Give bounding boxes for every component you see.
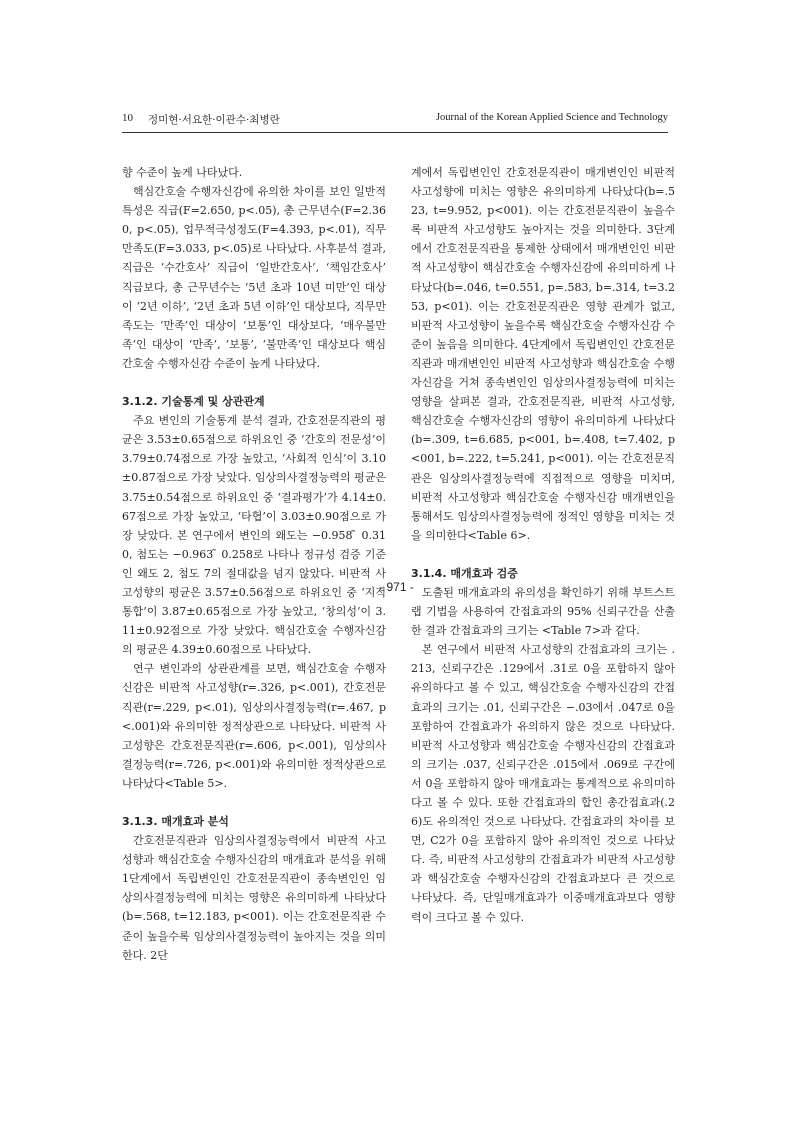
paragraph: 본 연구에서 비판적 사고성향의 간접효과의 크기는 .213, 신뢰구간은 .129에서 .31로 0을 포함하지 않아 유의하다고 볼 수 있고, 핵심간호술 수행자신감의 간접효과의 크기는 .01, 신뢰구간은 −.03에서 .047로 0을 포함하여 간접효과가 유의하지 않은 것으로 나타났다. 비판적 사고성향과 핵심간호술 수행자신감의 간접효과의 크기는 .037, 신뢰구간은 .015에서 .069로 구간에서 0을 포함하지 않아 매개효과는 통계적으로 유의미하다고 볼 수 있다. 또한 간접효과의 합인 총간접효과(.26)도 유의적인 것으로 나타났다. 간접효과의 차이를 보면, C2가 0을 포함하지 않아 유의적인 것으로 나타났다. 즉, 비판적 사고성향의 간접효과가 비판적 사고성향과 핵심간호술 수행자신감의 간접효과보다 큰 것으로 나타났다. 즉, 단일매개효과가 이중매개효과보다 영향력이 크다고 볼 수 있다. xyxy=(411,643,675,924)
section-gap xyxy=(122,793,386,812)
header-page-number: 10 xyxy=(122,112,133,124)
left-column xyxy=(122,163,386,965)
paragraph: 간호전문직관과 임상의사결정능력에서 비판적 사고성향과 핵심간호술 수행자신감의 매개효과 분석을 위해 1단계에서 독립변인인 간호전문직관이 종속변인인 임상의사결정능력에 미치는 영향은 유의미하게 나타났다(b=.568, t=12.183, p<001). 이는 간호전문직관 수준이 높을수록 임상의사결정능력이 높아지는 것을 의미한다. 2단 xyxy=(122,834,386,962)
paragraph: 연구 변인과의 상관관계를 보면, 핵심간호술 수행자신감은 비판적 사고성향(r=.326, p<.001), 간호전문직관(r=.229, p<.01), 임상의사결정능력(r=.467, p<.001)와 유의미한 정적상관으로 나타났다. 비판적 사고성향은 간호전문직관(r=.606, p<.001), 임상의사결정능력(r=.726, p<.001)와 유의미한 정적상관으로 나타났다<Table 5>. xyxy=(122,662,386,790)
header-authors: 정미현·서요한·이관수·최병란 xyxy=(148,114,280,126)
section-heading: 3.1.3. 매개효과 분석 xyxy=(122,815,229,828)
section-heading: 3.1.2. 기술통계 및 상관관계 xyxy=(122,395,265,409)
page-footer-number: - 971 - xyxy=(379,580,414,594)
paragraph: 계에서 독립변인인 간호전문직관이 매개변인인 비판적 사고성향에 미치는 영향은 유의미하게 나타났다(b=.523, t=9.952, p<001). 이는 간호전문직관이 높을수록 비판적 사고성향도 높아지는 것을 의미한다. 3단계에서 간호전문직관을 통제한 상태에서 매개변인인 비판적 사고성향이 핵심간호술 수행자신감에 유의미하게 나타났다(b=.046, t=0.551, p=.583, b=.314, t=3.253, p<01). 이는 간호전문직관은 영향 관계가 없고, 비판적 사고성향이 높을수록 핵심간호술 수행자신감 수준이 높음을 의미한다. 4단계에서 독립변인인 간호전문직관과 매개변인인 비판적 사고성향과 핵심간호술 수행자신감을 거쳐 종속변인인 임상의사결정능력에 미치는 영향을 살펴본 결과, 간호전문직관, 비판적 사고성향, 핵심간호술 수행자신감의 영향이 유의미하게 나타났다(b=.309, t=6.685, p<001, b=.408, t=7.402, p<001, b=.222, t=5.241, p<001). 이는 간호전문직관은 임상의사결정능력에 직접적으로 영향을 미치며, 비판적 사고성향과 핵심간호술 수행자신감 매개변인을 통해서도 임상의사결정능력에 정적인 영향을 미치는 것을 의미한다<Table 6>. xyxy=(411,166,675,542)
header-rule xyxy=(122,132,668,133)
running-header xyxy=(122,112,668,128)
paragraph: 핵심간호술 수행자신감에 유의한 차이를 보인 일반적 특성은 직급(F=2.650, p<.05), 총 근무년수(F=2.360, p<.05), 업무적극성정도(F=4.393, p<.01), 직무만족도(F=3.033, p<.05)로 나타났다. 사후분석 결과, 직급은 ‘수간호사’ 직급이 ‘일반간호사’, ‘책임간호사’ 직급보다, 총 근무년수는 ‘5년 초과 10년 미만’인 대상이 ‘2년 이하’, ‘2년 초과 5년 이하’인 대상보다, 직무만족도는 ‘만족’인 대상이 ‘보통’인 대상보다, ‘매우불만족’인 대상이 ‘만족’, ‘보통’, ‘불만족’인 대상보다 핵심간호술 수행자신감 수준이 높게 나타났다. xyxy=(122,185,386,370)
section-heading: 3.1.4. 매개효과 검증 xyxy=(411,566,518,580)
header-journal-title: Journal of the Korean Applied Science and Technology xyxy=(435,112,668,123)
section-gap xyxy=(411,545,675,564)
right-column xyxy=(411,163,675,927)
paragraph: 주요 변인의 기술통계 분석 결과, 간호전문직관의 평균은 3.53±0.65점으로 하위요인 중 ‘간호의 전문성’이 3.79±0.74점으로 가장 높았고, ‘사회적 인식’이 3.10±0.87점으로 가장 낮았다. 임상의사결정능력의 평균은 3.75±0.54점으로 하위요인 중 ‘결과평가’가 4.14±0.67점으로 가장 높았고, ‘타협’이 3.03±0.90점으로 가장 낮았다. 본 연구에서 변인의 왜도는 −0.958 ̃ 0.310, 첨도는 −0.963 ̃ 0.258로 나타나 정규성 검증 기준인 왜도 2, 첨도 7의 절대값을 넘지 않았다. 비판적 사고성향의 평균은 3.57±0.56점으로 하위요인 중 ‘지적통합’이 3.87±0.65점으로 가장 높았고, ‘창의성’이 3.11±0.92점으로 가장 낮았다. 핵심간호술 수행자신감의 평균은 4.39±0.60점으로 나타났다. xyxy=(122,414,386,657)
paragraph: 향 수준이 높게 나타났다. xyxy=(122,166,243,179)
section-gap xyxy=(122,373,386,392)
paragraph: 도출된 매개효과의 유의성을 확인하기 위해 부트스트랩 기법을 사용하여 간접효과의 95% 신뢰구간을 산출한 결과 간접효과의 크기는 <Table 7>과 같다. xyxy=(411,585,675,638)
